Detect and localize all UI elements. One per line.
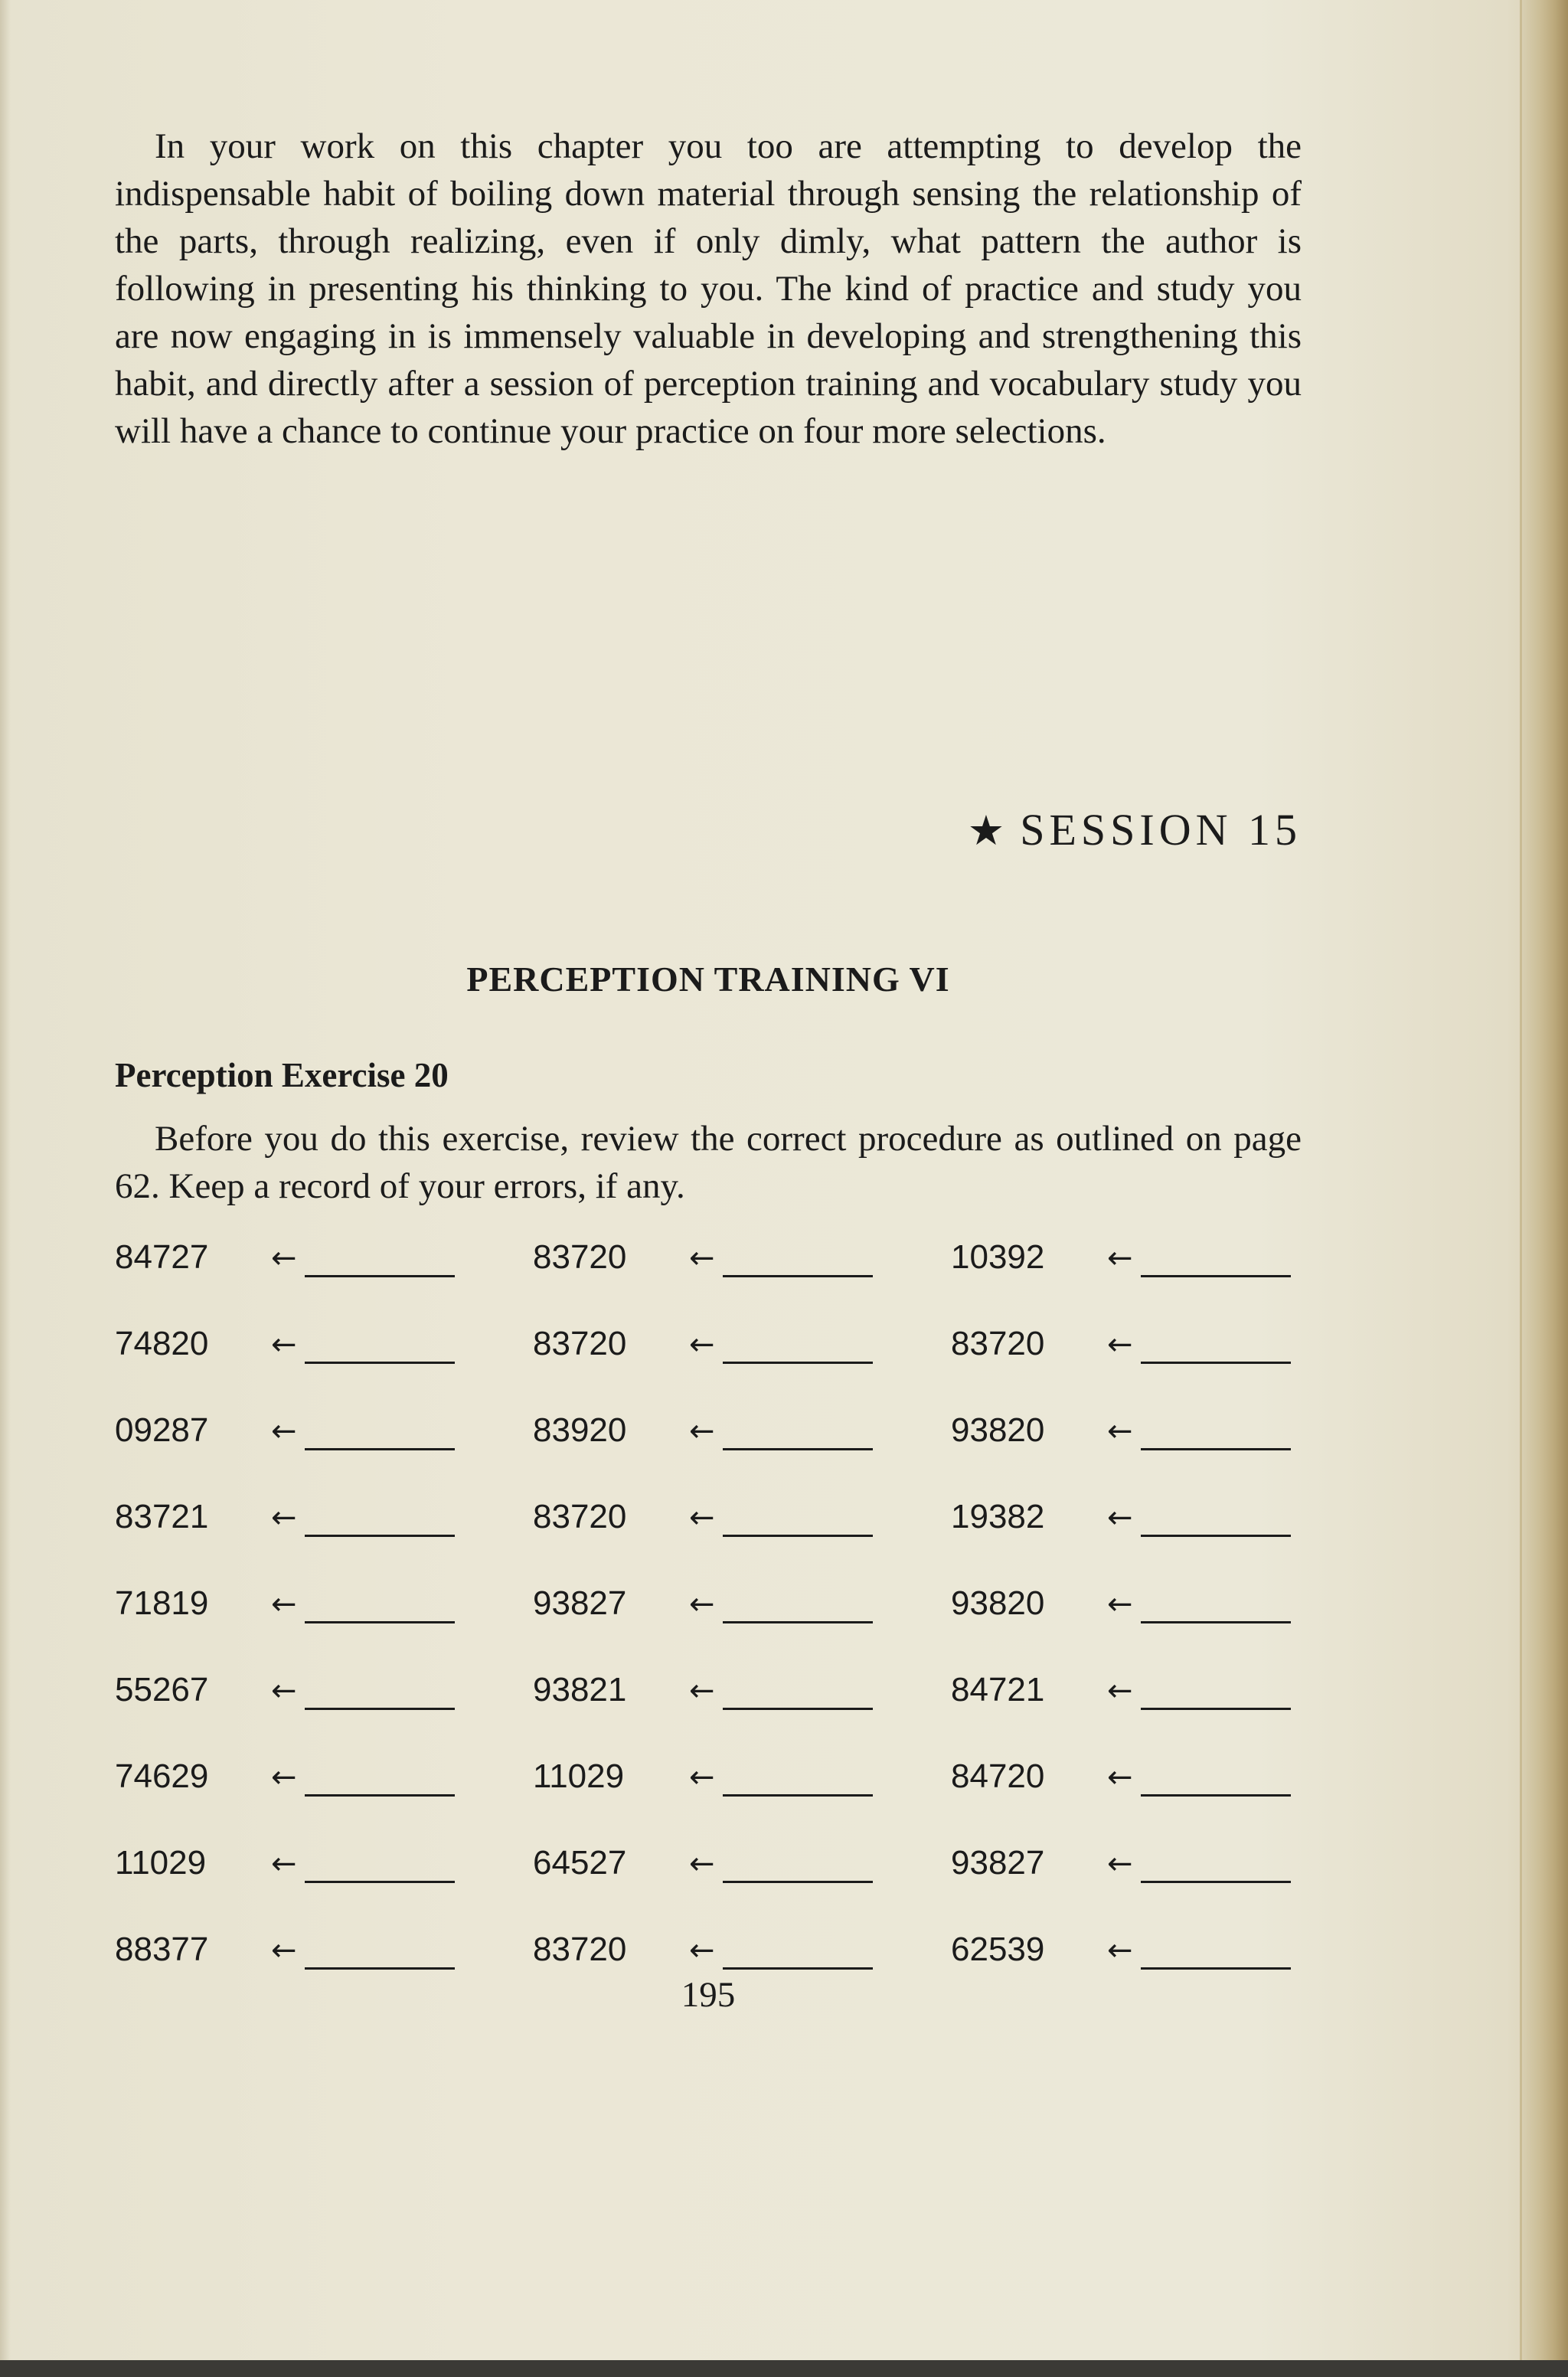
exercise-row bbox=[115, 1234, 1309, 1321]
session-heading bbox=[968, 804, 1302, 855]
answer-blank[interactable] bbox=[305, 1535, 455, 1537]
left-arrow-icon: ← bbox=[689, 1241, 715, 1276]
answer-blank[interactable] bbox=[1141, 1708, 1291, 1710]
exercise-item bbox=[115, 1581, 513, 1634]
exercise-item bbox=[115, 1494, 513, 1548]
left-arrow-icon: ← bbox=[1107, 1760, 1133, 1795]
answer-blank[interactable] bbox=[305, 1362, 455, 1364]
star-icon: ★ bbox=[967, 808, 1005, 854]
exercise-number: 88377 bbox=[115, 1931, 209, 1968]
exercise-item bbox=[951, 1754, 1349, 1807]
exercise-number: 83720 bbox=[533, 1325, 627, 1362]
exercise-row bbox=[115, 1581, 1309, 1667]
exercise-item bbox=[951, 1927, 1349, 1980]
exercise-number: 83720 bbox=[951, 1325, 1045, 1362]
exercise-item bbox=[115, 1408, 513, 1461]
exercise-item bbox=[951, 1408, 1349, 1461]
answer-blank[interactable] bbox=[1141, 1535, 1291, 1537]
left-arrow-icon: ← bbox=[271, 1500, 297, 1535]
exercise-number: 64527 bbox=[533, 1844, 627, 1882]
page-gutter-shadow bbox=[0, 0, 11, 2377]
exercise-row bbox=[115, 1408, 1309, 1494]
left-arrow-icon: ← bbox=[689, 1846, 715, 1882]
exercise-item bbox=[533, 1754, 931, 1807]
left-arrow-icon: ← bbox=[271, 1673, 297, 1708]
exercise-number: 93821 bbox=[533, 1671, 627, 1708]
left-arrow-icon: ← bbox=[271, 1846, 297, 1882]
answer-blank[interactable] bbox=[1141, 1621, 1291, 1623]
exercise-number: 93820 bbox=[951, 1584, 1045, 1622]
session-label: SESSION 15 bbox=[1020, 805, 1302, 855]
left-arrow-icon: ← bbox=[689, 1587, 715, 1622]
exercise-number: 62539 bbox=[951, 1931, 1045, 1968]
exercise-item bbox=[533, 1581, 931, 1634]
exercise-number: 83720 bbox=[533, 1931, 627, 1968]
exercise-title: Perception Exercise 20 bbox=[115, 1056, 449, 1094]
answer-blank[interactable] bbox=[305, 1881, 455, 1883]
exercise-row bbox=[115, 1840, 1309, 1927]
answer-blank[interactable] bbox=[305, 1708, 455, 1710]
exercise-number: 09287 bbox=[115, 1411, 209, 1449]
scan-bottom-edge bbox=[0, 2360, 1568, 2377]
exercise-item bbox=[115, 1754, 513, 1807]
answer-blank[interactable] bbox=[723, 1621, 873, 1623]
exercise-number: 93820 bbox=[951, 1411, 1045, 1449]
left-arrow-icon: ← bbox=[689, 1414, 715, 1449]
exercise-item bbox=[533, 1927, 931, 1980]
answer-blank[interactable] bbox=[305, 1967, 455, 1970]
answer-blank[interactable] bbox=[1141, 1881, 1291, 1883]
answer-blank[interactable] bbox=[723, 1708, 873, 1710]
exercise-number: 84721 bbox=[951, 1671, 1045, 1708]
left-arrow-icon: ← bbox=[1107, 1327, 1133, 1362]
answer-blank[interactable] bbox=[723, 1448, 873, 1450]
left-arrow-icon: ← bbox=[689, 1327, 715, 1362]
exercise-item bbox=[951, 1581, 1349, 1634]
exercise-row bbox=[115, 1754, 1309, 1840]
left-arrow-icon: ← bbox=[689, 1673, 715, 1708]
answer-blank[interactable] bbox=[723, 1535, 873, 1537]
exercise-number: 83720 bbox=[533, 1498, 627, 1535]
left-arrow-icon: ← bbox=[271, 1587, 297, 1622]
answer-blank[interactable] bbox=[305, 1448, 455, 1450]
page-number: 195 bbox=[681, 1975, 736, 2015]
exercise-item bbox=[533, 1234, 931, 1288]
exercise-number: 93827 bbox=[951, 1844, 1045, 1882]
exercise-item bbox=[951, 1840, 1349, 1894]
exercise-number: 83720 bbox=[533, 1238, 627, 1276]
page-edge bbox=[1520, 0, 1568, 2377]
left-arrow-icon: ← bbox=[689, 1760, 715, 1795]
exercise-number: 10392 bbox=[951, 1238, 1045, 1276]
answer-blank[interactable] bbox=[723, 1967, 873, 1970]
exercise-row bbox=[115, 1494, 1309, 1581]
left-arrow-icon: ← bbox=[1107, 1414, 1133, 1449]
answer-blank[interactable] bbox=[723, 1275, 873, 1277]
exercise-item bbox=[115, 1234, 513, 1288]
left-arrow-icon: ← bbox=[271, 1327, 297, 1362]
left-arrow-icon: ← bbox=[689, 1500, 715, 1535]
exercise-number: 11029 bbox=[115, 1844, 207, 1882]
left-arrow-icon: ← bbox=[1107, 1500, 1133, 1535]
answer-blank[interactable] bbox=[1141, 1794, 1291, 1797]
answer-blank[interactable] bbox=[1141, 1967, 1291, 1970]
exercise-number: 19382 bbox=[951, 1498, 1045, 1535]
left-arrow-icon: ← bbox=[1107, 1241, 1133, 1276]
exercise-number: 11029 bbox=[533, 1757, 625, 1795]
left-arrow-icon: ← bbox=[271, 1241, 297, 1276]
exercise-row bbox=[115, 1667, 1309, 1754]
exercise-instruction: Before you do this exercise, review the correct procedure as outlined on page 62. Keep a record of your errors, if any. bbox=[115, 1119, 1302, 1206]
exercise-item bbox=[951, 1494, 1349, 1548]
exercise-number: 74820 bbox=[115, 1325, 209, 1362]
left-arrow-icon: ← bbox=[689, 1933, 715, 1968]
answer-blank[interactable] bbox=[723, 1794, 873, 1797]
exercise-number: 74629 bbox=[115, 1757, 209, 1795]
exercise-item bbox=[533, 1840, 931, 1894]
left-arrow-icon: ← bbox=[271, 1933, 297, 1968]
section-title: PERCEPTION TRAINING VI bbox=[466, 960, 950, 999]
exercise-number: 55267 bbox=[115, 1671, 209, 1708]
left-arrow-icon: ← bbox=[271, 1760, 297, 1795]
exercise-item bbox=[951, 1234, 1349, 1288]
exercise-item bbox=[533, 1494, 931, 1548]
answer-blank[interactable] bbox=[1141, 1275, 1291, 1277]
exercise-number: 71819 bbox=[115, 1584, 209, 1622]
exercise-number: 84727 bbox=[115, 1238, 209, 1276]
left-arrow-icon: ← bbox=[1107, 1933, 1133, 1968]
exercise-grid bbox=[115, 1234, 1309, 2013]
exercise-item bbox=[951, 1321, 1349, 1375]
exercise-number: 84720 bbox=[951, 1757, 1045, 1795]
intro-paragraph: In your work on this chapter you too are attempting to develop the indispensable habit of boiling down material through sensing the relationship of the parts, through realizing, even if only dimly, what pattern the author is following in presenting his thinking to you. The kind of practice and study you are now engaging in is immensely valuable in developing and strengthening this habit, and directly after a session of perception training and vocabulary study you will have a chance to continue your practice on four more selections. bbox=[115, 126, 1302, 451]
left-arrow-icon: ← bbox=[1107, 1846, 1133, 1882]
exercise-row bbox=[115, 1321, 1309, 1408]
answer-blank[interactable] bbox=[723, 1881, 873, 1883]
exercise-item bbox=[533, 1408, 931, 1461]
exercise-item bbox=[533, 1667, 931, 1721]
answer-blank[interactable] bbox=[305, 1621, 455, 1623]
exercise-item bbox=[951, 1667, 1349, 1721]
answer-blank[interactable] bbox=[305, 1794, 455, 1797]
exercise-item bbox=[115, 1667, 513, 1721]
exercise-number: 83920 bbox=[533, 1411, 627, 1449]
exercise-item bbox=[115, 1321, 513, 1375]
exercise-item bbox=[115, 1927, 513, 1980]
answer-blank[interactable] bbox=[1141, 1362, 1291, 1364]
exercise-number: 93827 bbox=[533, 1584, 627, 1622]
exercise-item bbox=[533, 1321, 931, 1375]
exercise-number: 83721 bbox=[115, 1498, 209, 1535]
left-arrow-icon: ← bbox=[1107, 1673, 1133, 1708]
left-arrow-icon: ← bbox=[1107, 1587, 1133, 1622]
answer-blank[interactable] bbox=[305, 1275, 455, 1277]
answer-blank[interactable] bbox=[723, 1362, 873, 1364]
left-arrow-icon: ← bbox=[271, 1414, 297, 1449]
exercise-item bbox=[115, 1840, 513, 1894]
answer-blank[interactable] bbox=[1141, 1448, 1291, 1450]
